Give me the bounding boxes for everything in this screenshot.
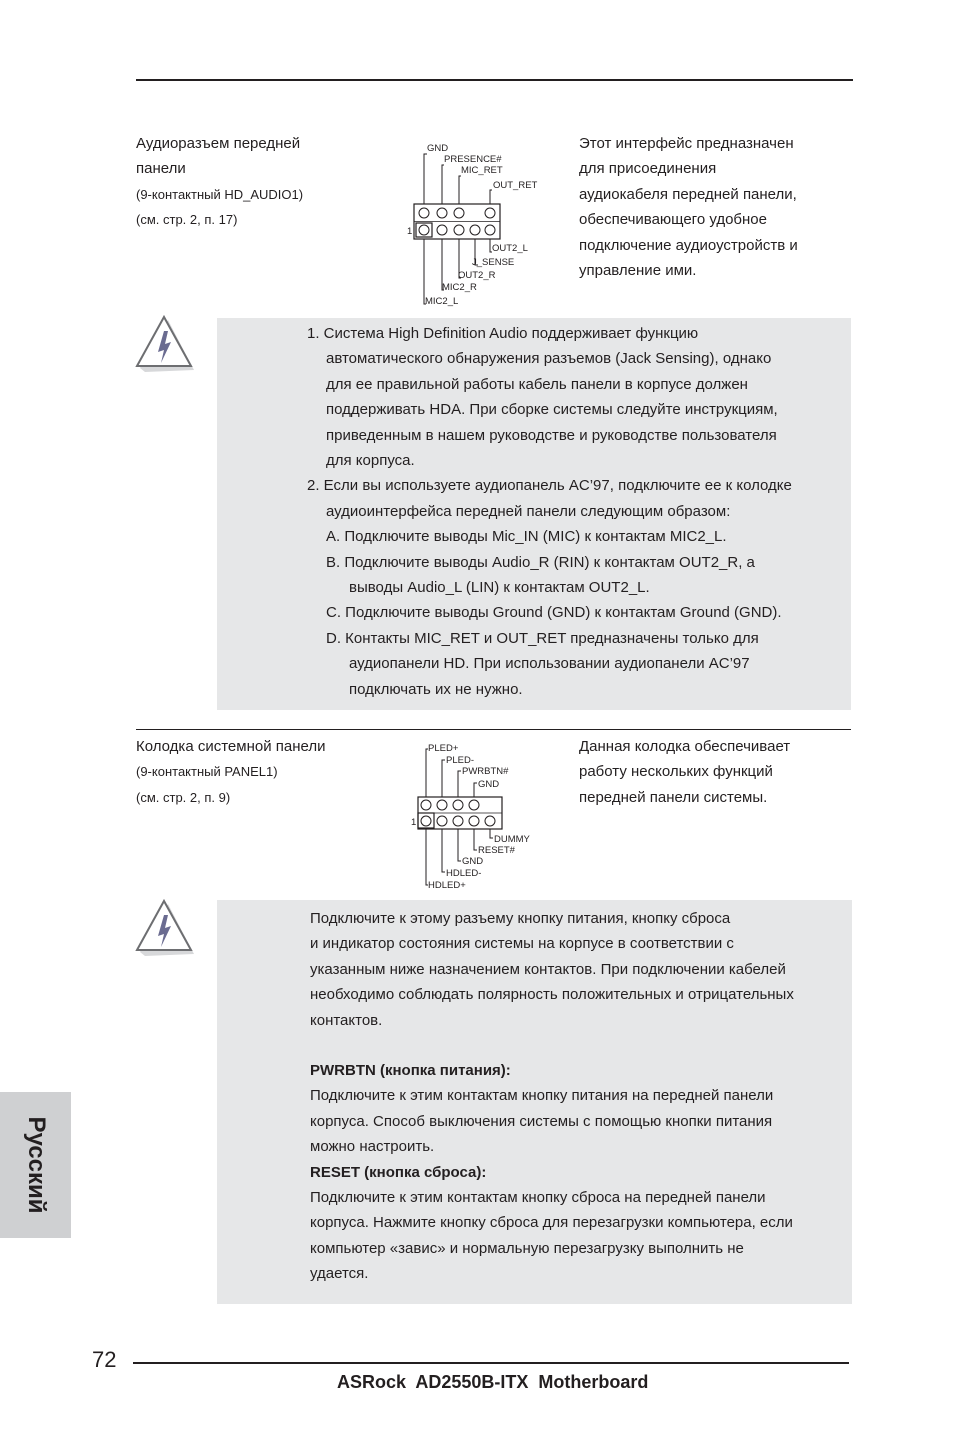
note-line: для ее правильной работы кабель панели в корпусе должен: [326, 375, 748, 393]
pin-label-pwrbtn: PWRBTN#: [462, 766, 509, 777]
audio-subtitle: (9-контактный HD_AUDIO1): [136, 186, 304, 202]
audio-description: [579, 131, 798, 283]
spacer: [310, 1033, 794, 1058]
note-line: подключать их не нужно.: [349, 680, 523, 698]
note-line: указанным ниже назначением контактов. При подключении кабелей: [310, 960, 786, 978]
top-rule: [136, 79, 853, 81]
note-line: Подключите к этим контактам кнопку сброса на передней панели: [310, 1189, 766, 1207]
audio-desc-line: управление ими.: [579, 262, 697, 280]
audio-desc-line: обеспечивающего удобное: [579, 211, 767, 229]
pin-one-marker: 1: [407, 226, 413, 237]
note-line: 1. Система High Definition Audio поддерживает функцию: [307, 325, 699, 342]
pwrbtn-heading: PWRBTN (кнопка питания):: [310, 1062, 511, 1080]
footer-product: ASRock AD2550B-ITX Motherboard: [337, 1372, 649, 1392]
note-line: поддерживать HDA. При сборке системы следуйте инструкциям,: [326, 401, 778, 419]
pin-label-mic2-r: MIC2_R: [442, 282, 477, 293]
panel-pin-diagram: [408, 739, 548, 891]
pin-label-hdled-minus: HDLED-: [446, 868, 482, 879]
language-side-tab: [0, 1092, 71, 1238]
hd-audio-pin-diagram: [400, 138, 570, 310]
note-line: аудиопанели HD. При использовании аудиопанели AC’97: [349, 655, 750, 673]
panel-desc-line: передней панели системы.: [579, 788, 768, 806]
panel-desc-line: работу нескольких функций: [579, 763, 773, 781]
note-line: автоматического обнаружения разъемов (Jack Sensing), однако: [326, 350, 772, 368]
audio-desc-line: подключение аудиоустройств и: [579, 236, 798, 254]
note-line: необходимо соблюдать полярность положительных и отрицательных: [310, 986, 794, 1004]
pin-label-hdled-plus: HDLED+: [428, 880, 466, 891]
note-line: удается.: [310, 1265, 369, 1283]
note-line: и индикатор состояния системы на корпусе в соответствии с: [310, 935, 734, 953]
note-line: B. Подключите выводы Audio_R (RIN) к контактам OUT2_R, а: [326, 553, 755, 571]
note-line: можно настроить.: [310, 1138, 435, 1156]
pin-one-marker: 1: [411, 817, 417, 828]
panel-desc-line: Данная колодка обеспечивает: [579, 738, 791, 755]
reset-heading: RESET (кнопка сброса):: [310, 1163, 487, 1181]
section-divider: [136, 729, 851, 730]
note-line: D. Контакты MIC_RET и OUT_RET предназначены только для: [326, 629, 759, 647]
note-line: 2. Если вы используете аудиопанель AC’97, подключите ее к колодке: [307, 477, 792, 495]
audio-title-line2: панели: [136, 160, 186, 178]
footer-rule: [133, 1362, 849, 1364]
note-line: аудиоинтерфейса передней панели следующим образом:: [326, 502, 731, 520]
note-hd-audio-text: [307, 321, 792, 702]
note-line: A. Подключите выводы Mic_IN (MIC) к контактам MIC2_L.: [326, 528, 727, 546]
note-line: Подключите к этим контактам кнопку питания на передней панели: [310, 1087, 774, 1105]
audio-title: [136, 131, 303, 233]
pin-label-reset: RESET#: [478, 845, 515, 856]
pin-label-gnd-top: GND: [478, 779, 500, 790]
audio-desc-line: аудиокабеля передней панели,: [579, 185, 797, 203]
pin-label-mic2-l: MIC2_L: [425, 296, 459, 307]
panel-title: [136, 734, 325, 810]
pin-label-presence: PRESENCE#: [444, 154, 502, 165]
pin-label-pled-plus: PLED+: [428, 743, 459, 754]
audio-page-ref: (см. стр. 2, п. 17): [136, 212, 238, 228]
pin-label-out-ret: OUT_RET: [493, 180, 538, 191]
note-system-panel-text: [310, 906, 794, 1287]
panel-title-line: Колодка системной панели: [136, 738, 326, 755]
pin-label-pled-minus: PLED-: [446, 755, 474, 766]
pin-label-out2-r: OUT2_R: [458, 270, 496, 281]
language-label: Русский: [22, 1116, 50, 1214]
note-line: C. Подключите выводы Ground (GND) к контактам Ground (GND).: [326, 604, 782, 622]
panel-description: [579, 734, 790, 810]
page-number: 72: [92, 1347, 117, 1372]
pin-label-dummy: DUMMY: [494, 834, 530, 845]
panel-subtitle: (9-контактный PANEL1): [136, 764, 278, 780]
audio-desc-line: Этот интерфейс предназначен: [579, 135, 794, 152]
pin-label-mic-ret: MIC_RET: [461, 165, 503, 176]
pin-label-j-sense: J_SENSE: [472, 257, 515, 268]
audio-title-line1: Аудиоразъем передней: [136, 135, 301, 152]
note-line: выводы Audio_L (LIN) к контактам OUT2_L.: [349, 579, 650, 597]
note-line: приведенным в нашем руководстве и руководстве пользователя: [326, 426, 777, 444]
note-line: компьютер «завис» и нормальную перезагрузку выполнить не: [310, 1239, 744, 1257]
panel-page-ref: (см. стр. 2, п. 9): [136, 789, 231, 805]
warning-icon: [134, 314, 198, 374]
pin-label-gnd: GND: [427, 143, 449, 154]
note-line: корпуса. Способ выключения системы с помощью кнопки питания: [310, 1112, 773, 1130]
note-line: контактов.: [310, 1011, 383, 1029]
note-line: для корпуса.: [326, 452, 415, 470]
pin-label-gnd-bottom: GND: [462, 856, 484, 867]
warning-icon: [134, 898, 198, 958]
audio-desc-line: для присоединения: [579, 160, 717, 178]
pin-label-out2-l: OUT2_L: [492, 243, 528, 254]
note-line: Подключите к этому разъему кнопку питания, кнопку сброса: [310, 910, 731, 927]
note-line: корпуса. Нажмите кнопку сброса для перезагрузки компьютера, если: [310, 1214, 793, 1232]
